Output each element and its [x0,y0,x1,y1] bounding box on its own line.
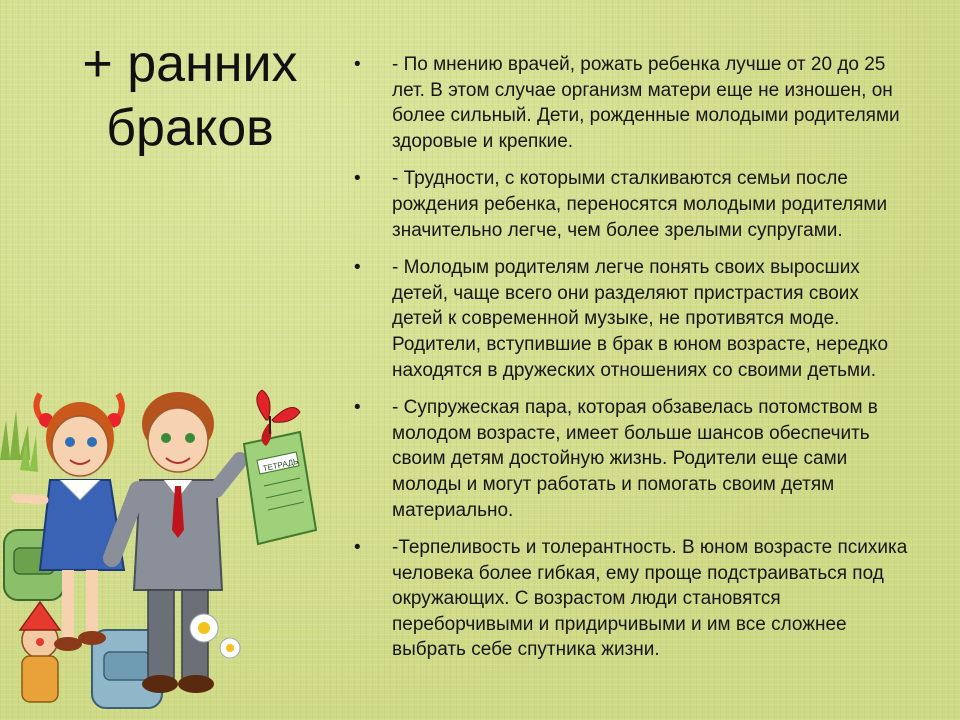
toy-clown-icon [20,602,60,702]
children-illustration [0,380,320,720]
notebook-label: ТЕТРАДЬ [261,456,300,474]
bullet-item-1: • - По мнению врачей, рожать ребенка лучше от 20 до 25 лет. В этом случае организм матери еще не изношен, он более сильный. Дети, рожденные молодыми родителями здоровые и крепкие. [352,52,912,154]
slide-title [40,32,340,160]
bullet-item-4: • - Супружеская пара, которая обзавелась потомством в молодом возрасте, имеет больше шансов обеспечить своим детям достойную жизнь. Родители еще сами молоды и могут работать и помогать своим детям материально. [352,395,912,523]
title-line-2: браков [106,99,274,157]
bullet-item-3: • - Молодым родителям легче понять своих выросших детей, чаще всего они разделяют пристрастия своих детей к современной музыке, не противятся моде. Родители, вступившие в брак в юном возрасте, нередко находятся в дружеских отношениях со своими детьми. [352,255,912,383]
grass-icon [0,410,38,472]
notebook-icon [244,432,316,544]
bullet-item-2: • - Трудности, с которыми сталкиваются семьи после рождения ребенка, переносятся молодыми родителями значительно легче, чем более зрелыми супругами. [352,166,912,243]
title-line-1: + ранних [82,35,298,93]
bullet-item-5: • -Терпеливость и толерантность. В юном возрасте психика человека более гибкая, ему проще подстраиваться под окружающих. С возрастом люди становятся переборчивыми и придирчивыми и им все сложнее выбрать себе спутника жизни. [352,535,912,663]
bullet-list [352,52,912,675]
